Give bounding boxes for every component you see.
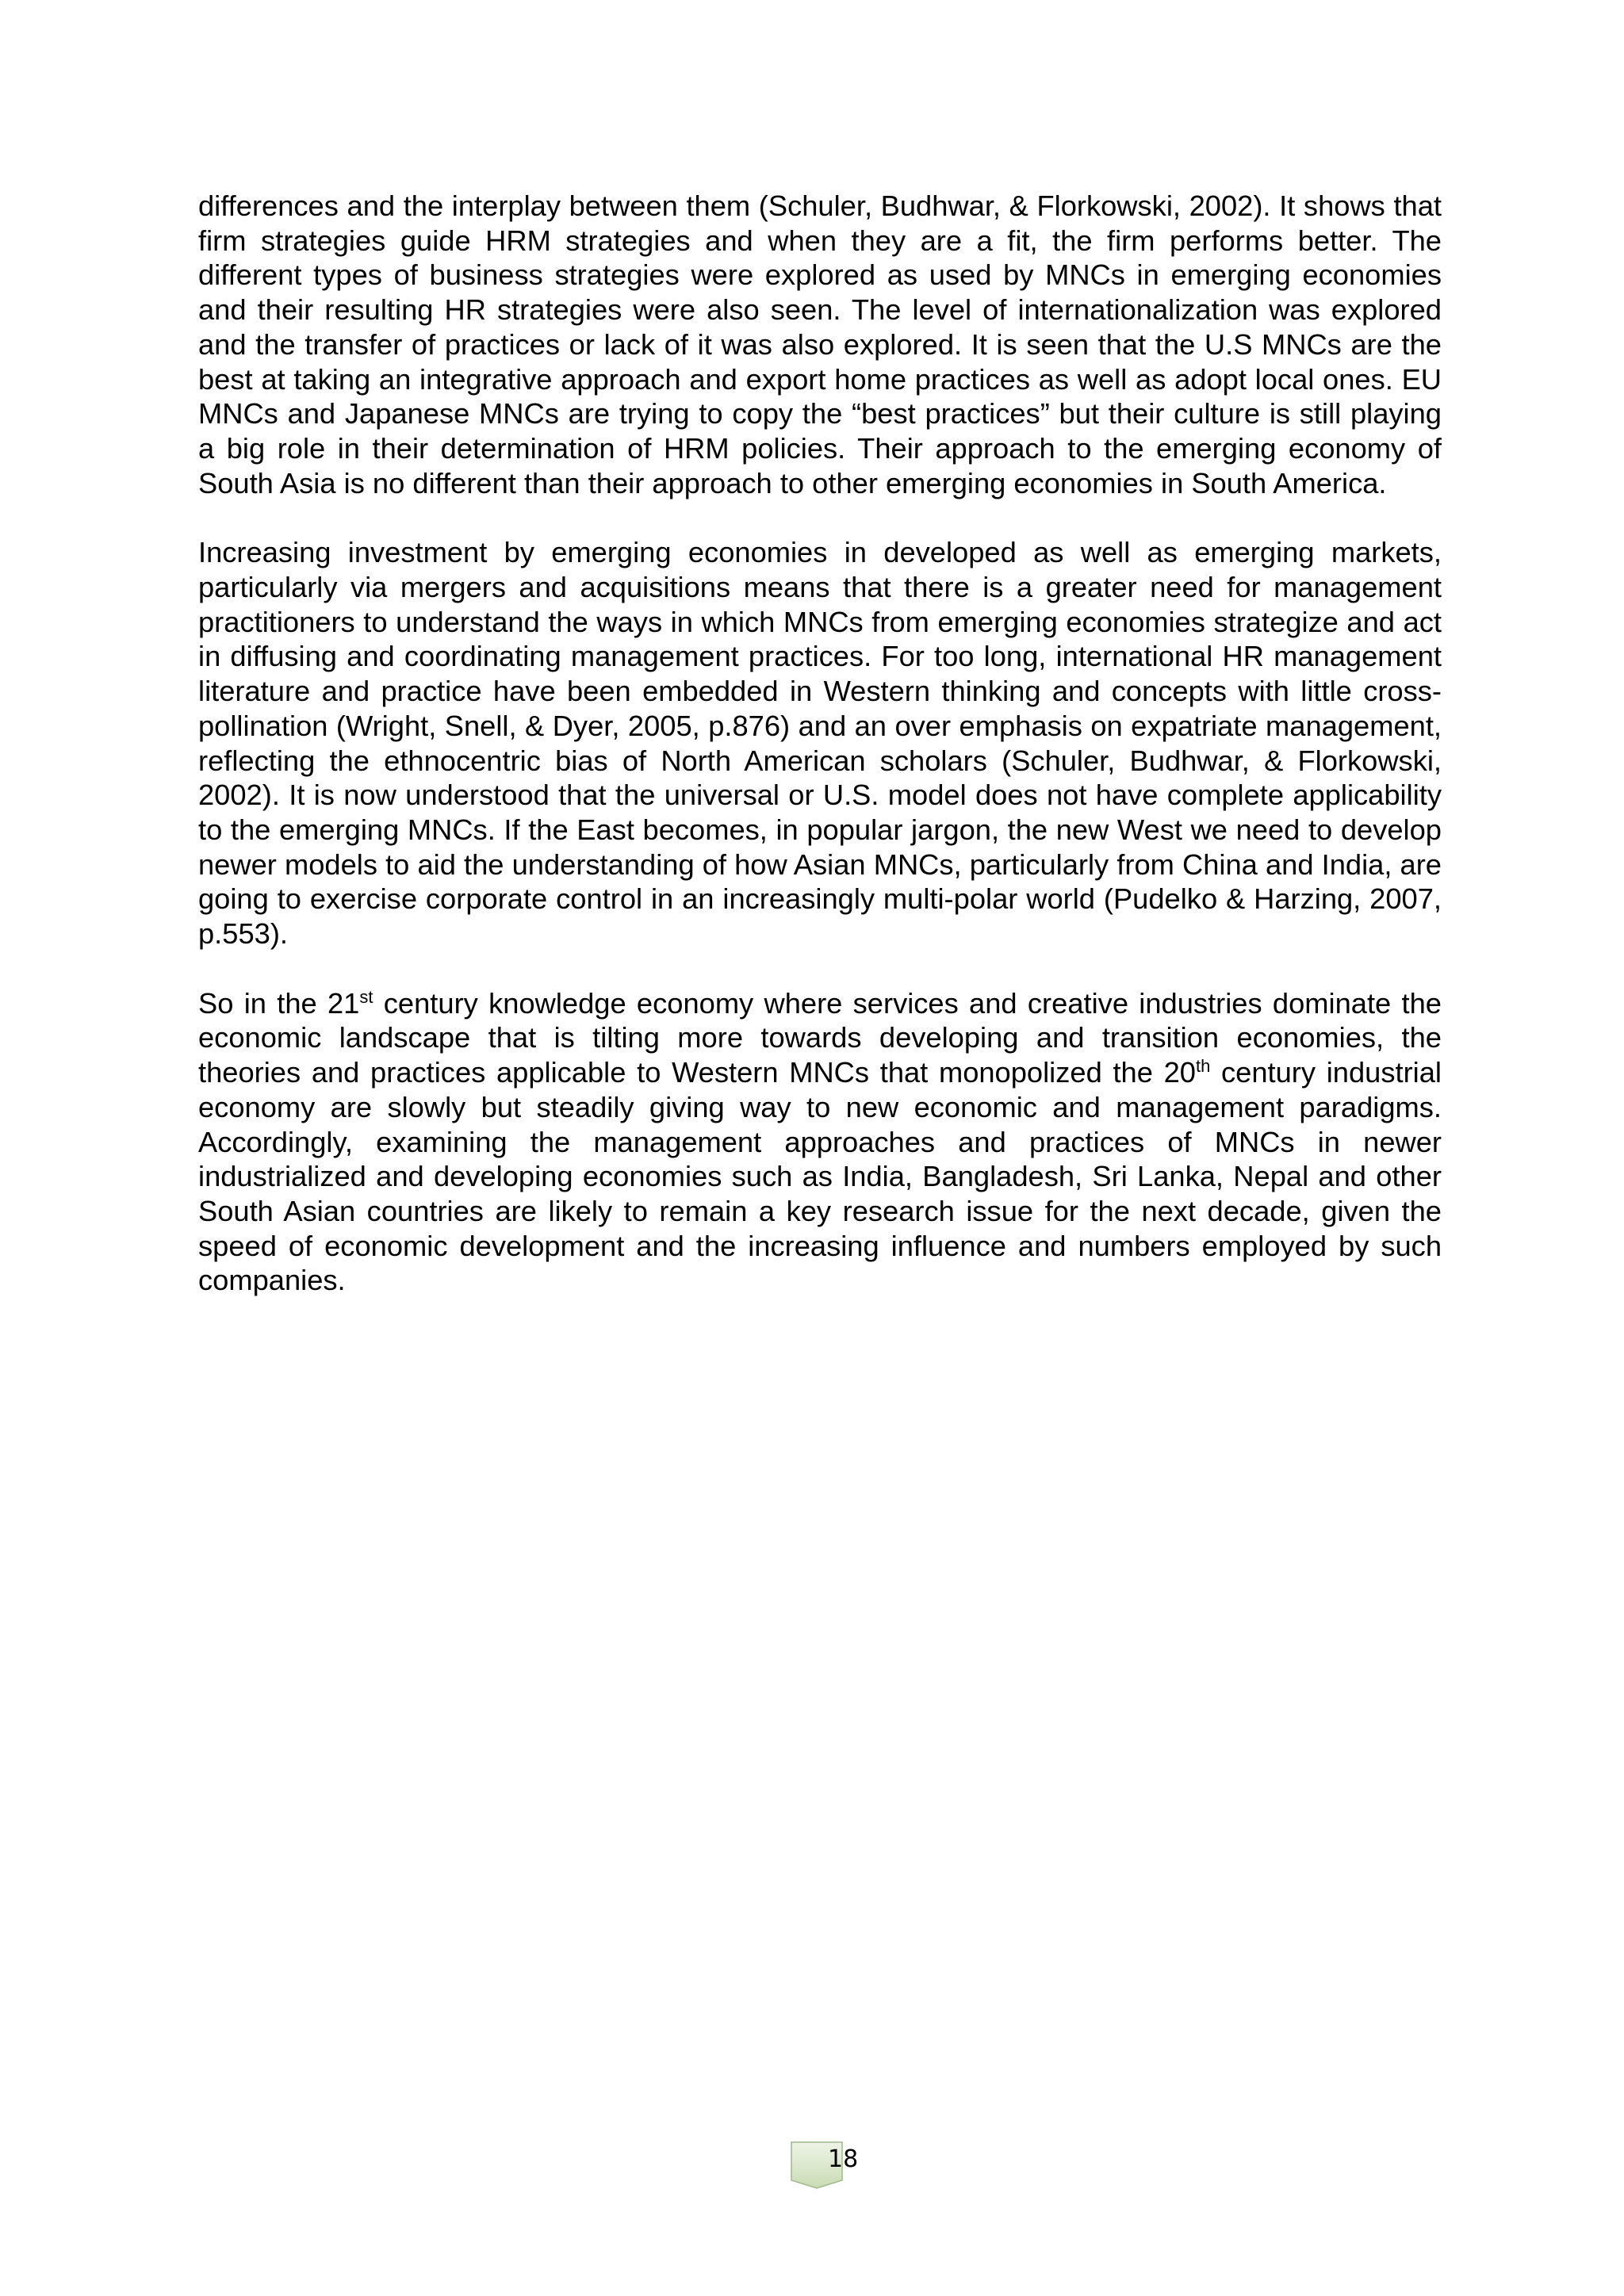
- paragraph-3-segment-1: So in the 21: [198, 986, 360, 1020]
- ordinal-suffix-th: th: [1195, 1056, 1211, 1077]
- paragraph-3: [198, 986, 1442, 1298]
- paragraph-3-segment-3: century industrial economy are slowly but steadily giving way to new economic and management paradigms. Accordingly, examining the management approaches and practices of MNCs in newer industrialized and developing economies such as India, Bangladesh, Sri Lanka, Nepal and other South Asian countries are likely to remain a key research issue for the next decade, given the speed of economic development and the increasing influence and numbers employed by such companies.: [198, 1056, 1442, 1297]
- ordinal-suffix-st: st: [359, 986, 373, 1007]
- page-footer: [788, 2141, 859, 2191]
- paragraph-2: Increasing investment by emerging economies in developed as well as emerging markets, particularly via mergers and acquisitions means that there is a greater need for management practitioners to understand the ways in which MNCs from emerging economies strategize and act in diffusing and coordinating management practices. For too long, international HR management literature and practice have been embedded in Western thinking and concepts with little cross-pollination (Wright, Snell, & Dyer, 2005, p.876) and an over emphasis on expatriate management, reflecting the ethnocentric bias of North American scholars (Schuler, Budhwar, & Florkowski, 2002). It is now understood that the universal or U.S. model does not have complete applicability to the emerging MNCs. If the East becomes, in popular jargon, the new West we need to develop newer models to aid the understanding of how Asian MNCs, particularly from China and India, are going to exercise corporate control in an increasingly multi-polar world (Pudelko & Harzing, 2007, p.553).: [198, 536, 1442, 951]
- paragraph-3-segment-2: century knowledge economy where services and creative industries dominate the economic landscape that is tilting more towards developing and transition economies, the theories and practices applicable to Western MNCs that monopolized the 20: [198, 986, 1442, 1089]
- page-body: [198, 189, 1442, 1333]
- page-number: 18: [828, 2145, 859, 2173]
- paragraph-1: differences and the interplay between them (Schuler, Budhwar, & Florkowski, 2002). It shows that firm strategies guide HRM strategies and when they are a fit, the firm performs better. The different types of business strategies were explored as used by MNCs in emerging economies and their resulting HR strategies were also seen. The level of internationalization was explored and the transfer of practices or lack of it was also explored. It is seen that the U.S MNCs are the best at taking an integrative approach and export home practices as well as adopt local ones. EU MNCs and Japanese MNCs are trying to copy the “best practices” but their culture is still playing a big role in their determination of HRM policies. Their approach to the emerging economy of South Asia is no different than their approach to other emerging economies in South America.: [198, 189, 1442, 499]
